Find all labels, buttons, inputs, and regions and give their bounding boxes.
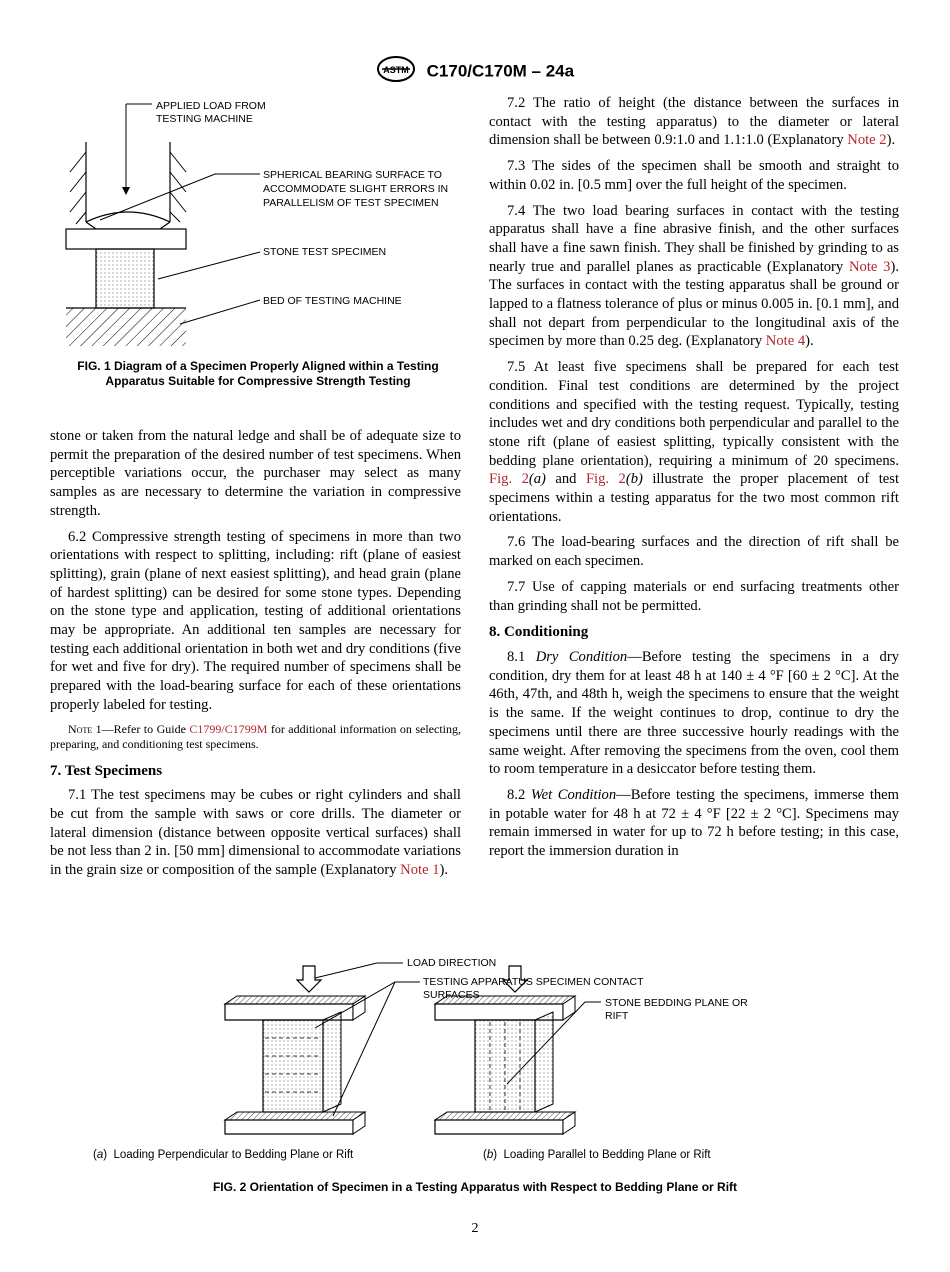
p71-note1-link[interactable]: Note 1 xyxy=(400,862,440,879)
p74-note3-link[interactable]: Note 3 xyxy=(849,258,891,275)
fig2a-apparatus xyxy=(225,966,365,1134)
p74-a: 7.4 The two load bearing surfaces in contact with the testing apparatus shall have a fine abrasive finish, and the other surfaces shall have a fine sawn finish. They shall be finished by grinding to as nearly true and parallel planes as practicable (Explanatory xyxy=(489,202,899,275)
fig1-label-stone: STONE TEST SPECIMEN xyxy=(263,246,387,258)
left-column xyxy=(50,427,461,887)
p81-rest: —Before testing the specimens in a dry condition, dry them for at least 48 h at 140 ± 4 °F [60 ± 2 °C]. At the 46th, 47th, and 48th h, weigh the specimens to ensure that the weight is the same. If the weight continues to drop, continue to dry the specimens until there are three successive hourly readings with the same weight. After removing the specimens from the oven, cool them to room temperature in a desiccator before testing them. xyxy=(489,648,899,778)
paragraph-7-5 xyxy=(489,358,899,526)
logo-text: ASTM xyxy=(383,65,409,75)
paragraph-6-2: 6.2 Compressive strength testing of specimens in more than two orientations with respect to splitting, including: rift (plane of easiest splitting), grain (plane of next easiest splitting), and head grain (plane of hardest splitting) can be desired for some stone types. Depending on the stone type and application, testing of additional orientations may be appropriate. An additional ten samples are necessary for testing each additional orientation in both wet and dry conditions (five for wet and five for dry). The required number of specimens shall be prepared with the load-bearing surface for each of these orientations properly labeled for testing. xyxy=(50,528,461,713)
fig2-caption: FIG. 2 Orientation of Specimen in a Testing Apparatus with Respect to Bedding Plane or Rift xyxy=(212,1180,738,1194)
paragraph-7-7: 7.7 Use of capping materials or end surfacing treatments other than grinding shall not be permitted. xyxy=(489,578,899,614)
p75-a: 7.5 At least five specimens shall be prepared for each test condition. Final test conditions are determined by the project conditions and specified with the testing request. Typically, testing includes wet and dry conditions both perpendicular and parallel to the stone rift (plane of easiest splitting, typically consistent with the bedding plane orientation), requiring a minimum of 20 specimens. xyxy=(489,359,899,469)
p74-b: ). The surfaces in contact with the testing apparatus shall be ground or lapped to a flatness tolerance of plus or minus 0.005 in. [0.1 mm], and shall not depart from perpendicular to the longitudinal axis of the specimen by more than 0.25 deg. (Explanatory xyxy=(489,258,899,350)
fig2-label-contact-2: SURFACES xyxy=(423,989,480,1001)
p82-title: Wet Condition xyxy=(530,786,617,803)
fig2b-letter: b xyxy=(486,1149,494,1161)
fig2b-text: Loading Parallel to Bedding Plane or Rift xyxy=(503,1149,711,1161)
fig1-label-spherical-2: ACCOMMODATE SLIGHT ERRORS IN xyxy=(263,183,449,195)
p82-num: 8.2 xyxy=(507,786,531,803)
section-8-heading: 8. Conditioning xyxy=(489,624,589,641)
note-1-num: 1—Refer to Guide xyxy=(92,721,190,736)
p75-fig2b-link[interactable]: Fig. 2 xyxy=(585,471,626,488)
note-1-rest: for additional information on selecting, preparing, and conditioning test specimens. xyxy=(50,721,461,751)
fig1-diagram xyxy=(40,92,470,362)
load-arrow-icon xyxy=(122,104,152,195)
fig2-diagram xyxy=(215,948,755,1143)
page-number: 2 xyxy=(471,1221,479,1236)
p72-a: 7.2 The ratio of height (the distance between the surfaces in contact with the testing apparatus) to the diameter or lateral dimension shall be between 0.9:1.0 and 1.1:1.0 (Explanatory xyxy=(489,95,899,149)
page-header xyxy=(0,56,950,87)
astm-logo-icon xyxy=(376,56,416,87)
paragraph-8-2 xyxy=(489,786,899,861)
fig1-label-bed: BED OF TESTING MACHINE xyxy=(263,295,402,307)
p72-b: ). xyxy=(886,132,896,149)
note-1-label: Note xyxy=(68,721,93,736)
fig1-caption xyxy=(50,359,466,389)
paragraph-8-1 xyxy=(489,648,899,779)
fig2a-text: Loading Perpendicular to Bedding Plane or Rift xyxy=(113,1149,354,1161)
machine-bed xyxy=(66,308,186,346)
note-1 xyxy=(50,722,461,752)
fig2-label-load-direction: LOAD DIRECTION xyxy=(407,957,497,969)
p74-note4-link[interactable]: Note 4 xyxy=(765,333,806,350)
note-1-ref-link[interactable]: C1799/C1799M xyxy=(189,721,268,736)
p74-c: ). xyxy=(805,333,814,350)
p71-b: ). xyxy=(439,862,449,879)
paragraph-7-2 xyxy=(489,94,899,150)
paragraph-7-3: 7.3 The sides of the specimen shall be smooth and straight to within 0.02 in. [0.5 mm] over the full height of the specimen. xyxy=(489,158,899,193)
fig2-label-bedding-1: STONE BEDDING PLANE OR xyxy=(605,997,748,1009)
bearing-block xyxy=(66,229,186,249)
fig2a-load-arrow-icon xyxy=(297,966,321,992)
p75-a-sub: (a) xyxy=(528,471,546,488)
section-7-heading: 7. Test Specimens xyxy=(50,762,163,779)
upper-platen xyxy=(70,142,186,229)
fig2a-letter: a xyxy=(96,1149,104,1161)
fig1-label-spherical-1: SPHERICAL BEARING SURFACE TO xyxy=(263,169,442,181)
fig2b-subcaption: (b) Loading Parallel to Bedding Plane or Rift xyxy=(483,1149,711,1161)
p72-note2-link[interactable]: Note 2 xyxy=(847,132,887,149)
p75-b: illustrate the proper placement of test specimens within a testing apparatus for the two most common rift orientations. xyxy=(489,471,900,525)
paragraph-continued: stone or taken from the natural ledge and shall be of adequate size to permit the preparation of the desired number of test specimens. When perceptible variations occur, the purchaser may select as many samples as are necessary to determine the variation in compressive strength. xyxy=(50,428,461,519)
p82-rest: —Before testing the specimens, immerse them in potable water for 48 h at 72 ± 4 °F [22 ± 2 °C]. Specimens may remain immersed in water for up to 72 h before testing; in this case, report the immersion duration in xyxy=(489,786,899,860)
paragraph-7-4 xyxy=(489,202,899,352)
p75-and: and xyxy=(545,471,586,488)
fig2-label-contact-1: TESTING APPARATUS SPECIMEN CONTACT xyxy=(423,976,644,988)
paragraph-7-6: 7.6 The load-bearing surfaces and the direction of rift shall be marked on each specimen. xyxy=(489,534,899,570)
paragraph-7-1 xyxy=(50,786,461,880)
fig1-label-applied-load-2: TESTING MACHINE xyxy=(156,113,253,125)
fig1-label-applied-load-1: APPLIED LOAD FROM xyxy=(156,100,266,112)
fig1-label-spherical-3: PARALLELISM OF TEST SPECIMEN xyxy=(263,197,439,209)
stone-specimen xyxy=(96,249,154,308)
p81-title: Dry Condition xyxy=(535,648,628,665)
p71-a: 7.1 The test specimens may be cubes or right cylinders and shall be cut from the sample with saws or core drills. The diameter or lateral dimension (distance between opposite vertical surfaces) shall be not less than 2 in. [50 mm] dimensional to accommodate variations in the grain size or composition of the sample (Explanatory xyxy=(50,787,461,879)
document-designation: C170/C170M – 24a xyxy=(426,61,575,81)
right-column xyxy=(489,94,899,868)
fig2a-subcaption: (a) Loading Perpendicular to Bedding Plane or Rift xyxy=(93,1149,354,1161)
p75-b-sub: (b) xyxy=(625,471,643,488)
fig1-caption-line2: Apparatus Suitable for Compressive Strength Testing xyxy=(105,374,411,388)
p81-num: 8.1 xyxy=(507,648,536,665)
p75-fig2a-link[interactable]: Fig. 2 xyxy=(489,471,529,488)
fig2-label-bedding-2: RIFT xyxy=(605,1010,629,1022)
fig1-caption-line1: FIG. 1 Diagram of a Specimen Properly Aligned within a Testing xyxy=(77,359,439,373)
